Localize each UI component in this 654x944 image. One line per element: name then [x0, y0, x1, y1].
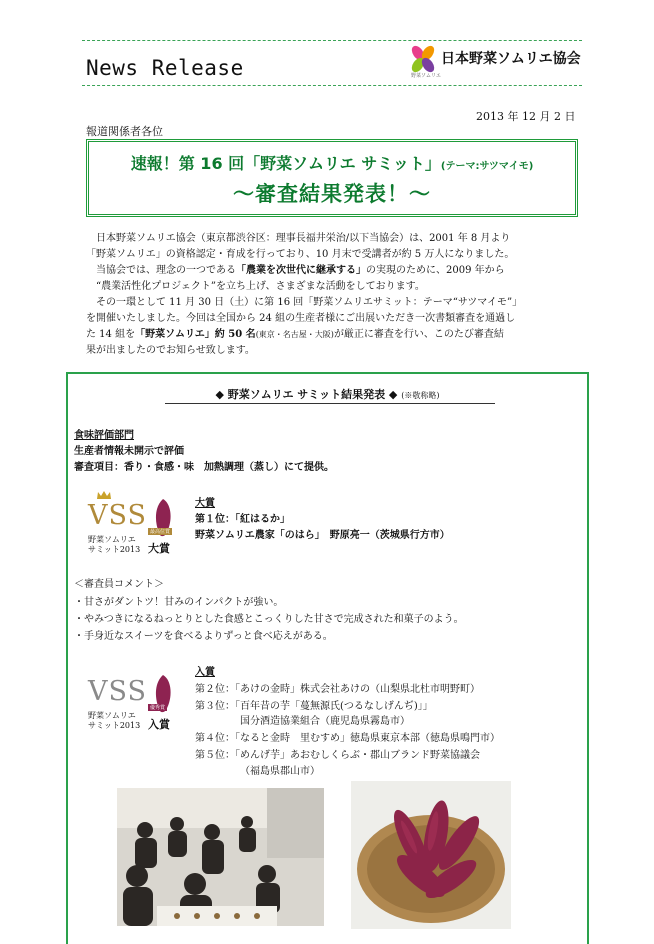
- vss-grand-logo: [88, 492, 180, 554]
- release-date: 2013 年 12 月 2 日: [476, 110, 576, 123]
- comment-heading: ＜審査員コメント＞: [74, 579, 164, 590]
- vss-sub1: 野菜ソムリエ: [88, 711, 136, 720]
- vss-sub2: サミット2013: [88, 721, 141, 730]
- headline-main: 速報！第 16 回「野菜ソムリエ サミット」: [130, 154, 441, 173]
- recipient: 報道関係者各位: [86, 125, 163, 138]
- headline-line2: ～審査結果発表！～: [233, 182, 431, 206]
- vss-badge: 最高位賞: [150, 529, 171, 535]
- intro-emph: 「野菜ソムリエ」約 50 名: [135, 329, 256, 340]
- dept-line: 生産者情報未開示で評価: [74, 446, 184, 457]
- intro-line: 日本野菜ソムリエ協会（東京都渋谷区：理事長福井栄治/以下当協会）は、2001 年 8 月より: [96, 233, 511, 244]
- top-rule: [82, 40, 582, 41]
- headline-line1: [89, 151, 575, 174]
- prize-line: 第４位：「なると金時 里むすめ」徳島県東京本部（徳島県鳴門市）: [195, 733, 500, 744]
- crown-icon: [96, 490, 112, 500]
- comment-item: ・甘さがダントツ！甘みのインパクトが強い。: [74, 597, 284, 608]
- intro-seg: た 14 組を: [86, 329, 136, 340]
- intro-emph: 「農業を次世代に継承する」: [236, 265, 366, 276]
- intro-line: [86, 327, 578, 343]
- sweet-potato-photo: [351, 781, 511, 929]
- prize-line: 第５位：「めんげ芋」あおむしくらぶ・郡山ブランド野菜協議会: [195, 750, 480, 761]
- vss-text: VSS: [88, 500, 148, 531]
- prize-line: （福島県郡山市）: [240, 766, 320, 777]
- grand-line: 野菜ソムリエ農家「のはら」 野原亮一（茨城県行方市）: [195, 530, 450, 541]
- logo-caption: 野菜ソムリエ: [411, 73, 441, 79]
- prize-line: 国分酒造協業組合（鹿児島県霧島市）: [240, 716, 410, 727]
- headline-box: [86, 139, 578, 217]
- intro-line: 「野菜ソムリエ」の資格認定・育成を行っており、10 月末で受講者が約 5 万人になりました。: [86, 249, 515, 260]
- dept-heading: 食味評価部門: [74, 430, 134, 441]
- results-title-text: ◆ 野菜ソムリエ サミット結果発表 ◆: [215, 388, 398, 401]
- intro-line: を開催いたしました。今回は全国から 24 組の生産者様にご出展いただき一次書類審査を通過し: [86, 313, 516, 324]
- intro-seg: 当協会では、理念の一つである: [96, 265, 236, 276]
- intro-line: “農業活性化プロジェクト”を立ち上げ、さまざまな活動をしております。: [96, 281, 425, 292]
- prize-line: 第２位：「あけの金時」株式会社あけの（山梨県北杜市明野町）: [195, 684, 480, 695]
- org-name: 日本野菜ソムリエ協会: [441, 51, 581, 67]
- comment-item: ・やみつきになるねっとりとした食感とこっくりした甘さで完成された和菓子のよう。: [74, 614, 464, 625]
- page-title: News Release: [86, 56, 244, 80]
- intro-seg: が厳正に審査を行い、このたび審査結: [333, 329, 504, 340]
- comment-item: ・手身近なスイーツを食べるよりずっと食べ応えがある。: [74, 631, 333, 642]
- results-title: [66, 386, 589, 402]
- intro-line: その一環として 11 月 30 日（土）に第 16 回「野菜ソムリエサミット：テーマ“サツマイモ”」: [96, 297, 523, 308]
- intro-seg: の実現のために、2009 年から: [366, 265, 505, 276]
- vss-sub2: サミット2013: [88, 545, 141, 554]
- intro-line: 果が出ましたのでお知らせ致します。: [86, 345, 255, 356]
- dept-line: 審査項目：香り・食感・味 加熱調理（蒸し）にて提供。: [74, 462, 334, 473]
- prize-line: 第３位：「百年昔の芋「蔓無源氏(つるなしげんぢ)」」: [195, 701, 433, 712]
- vss-badge: 優秀賞: [150, 705, 166, 711]
- prize-title: 入賞: [195, 667, 215, 678]
- headline-theme: (テーマ:サツマイモ): [440, 161, 534, 172]
- intro-line: [86, 263, 578, 279]
- vss-grade: 入賞: [148, 718, 170, 731]
- vss-prize-logo: [88, 668, 180, 730]
- event-photo: [117, 788, 324, 926]
- intro-text: [86, 231, 578, 359]
- vss-sub1: 野菜ソムリエ: [88, 535, 136, 544]
- intro-seg: (東京・名古屋・大阪): [255, 330, 334, 339]
- results-title-rule: [165, 403, 495, 404]
- results-title-note: (※敬称略): [401, 391, 440, 400]
- vss-text: VSS: [88, 676, 148, 707]
- vss-grade: 大賞: [148, 542, 170, 555]
- grand-line: 第１位：「紅はるか」: [195, 514, 290, 525]
- grand-title: 大賞: [195, 498, 215, 509]
- header-rule: [82, 85, 582, 86]
